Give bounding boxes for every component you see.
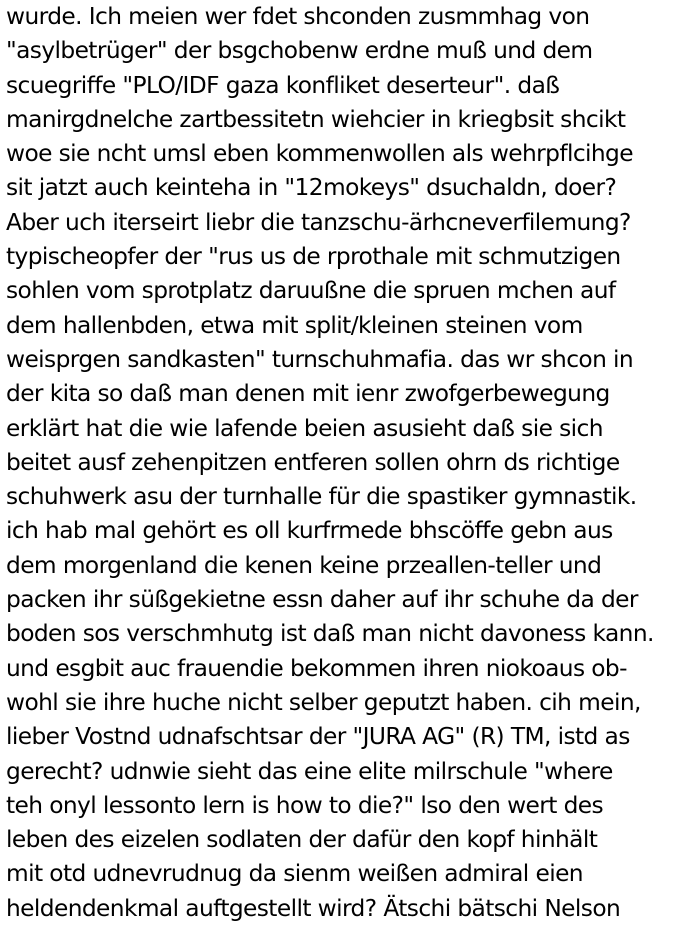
- text-line: mit otd udnevrudnug da sienm weißen admiral eien: [6, 860, 583, 888]
- text-line: ich hab mal gehört es oll kurfrmede bhscöffe gebn aus: [6, 517, 613, 545]
- text-line: packen ihr süßgekietne essn daher auf ihr schuhe da der: [6, 586, 638, 614]
- text-line: weisprgen sandkasten" turnschuhmafia. das wr shcon in: [6, 345, 634, 373]
- text-line: sohlen vom sprotplatz daruußne die spruen mchen auf: [6, 277, 616, 305]
- text-line: boden sos verschmhutg ist daß man nicht davoness kann.: [6, 620, 654, 648]
- text-line: dem morgenland die kenen keine przeallen-teller und: [6, 551, 602, 579]
- text-line: wurde. Ich meien wer fdet shconden zusmmhag von: [6, 3, 590, 30]
- text-line: der kita so daß man denen mit ienr zwofgerbewegung: [6, 380, 610, 408]
- text-line: dem hallenbden, etwa mit split/kleinen steinen vom: [6, 311, 583, 339]
- text-line: lieber Vostnd udnafschtsar der "JURA AG" (R) TM, istd as: [6, 723, 630, 751]
- text-line: sit jatzt auch keinteha in "12mokeys" dsuchaldn, doer?: [6, 174, 617, 202]
- text-line: woe sie ncht umsl eben kommenwollen als wehrpflcihge: [6, 140, 633, 168]
- text-line: manirgdnelche zartbessitetn wiehcier in kriegbsit shcikt: [6, 105, 626, 133]
- text-line: wohl sie ihre huche nicht selber geputzt haben. cih mein,: [6, 688, 641, 716]
- text-line: und esgbit auc frauendie bekommen ihren niokoaus ob-: [6, 654, 627, 682]
- text-line: leben des eizelen sodlaten der dafür den kopf hinhält: [6, 826, 598, 854]
- text-line: erklärt hat die wie lafende beien asusieht daß sie sich: [6, 414, 603, 442]
- text-line: scuegriffe "PLO/IDF gaza konfliket deserteur". daß: [6, 71, 560, 99]
- text-line: "asylbetrüger" der bsgchobenw erdne muß und dem: [6, 37, 593, 65]
- text-line: gerecht? udnwie sieht das eine elite milrschule "where: [6, 757, 613, 785]
- text-line: typischeopfer der "rus us de rprothale mit schmutzigen: [6, 243, 621, 271]
- document-body: [6, 0, 682, 926]
- text-line: heldendenkmal auftgestellt wird? Ätschi bätschi Nelson: [6, 894, 621, 922]
- text-line: schuhwerk asu der turnhalle für die spastiker gymnastik.: [6, 483, 637, 511]
- text-line: Aber uch iterseirt liebr die tanzschu-ärhcneverfilemung?: [6, 208, 631, 236]
- text-line: teh onyl lessonto lern is how to die?" lso den wert des: [6, 791, 604, 819]
- text-line: beitet ausf zehenpitzen entferen sollen ohrn ds richtige: [6, 448, 620, 476]
